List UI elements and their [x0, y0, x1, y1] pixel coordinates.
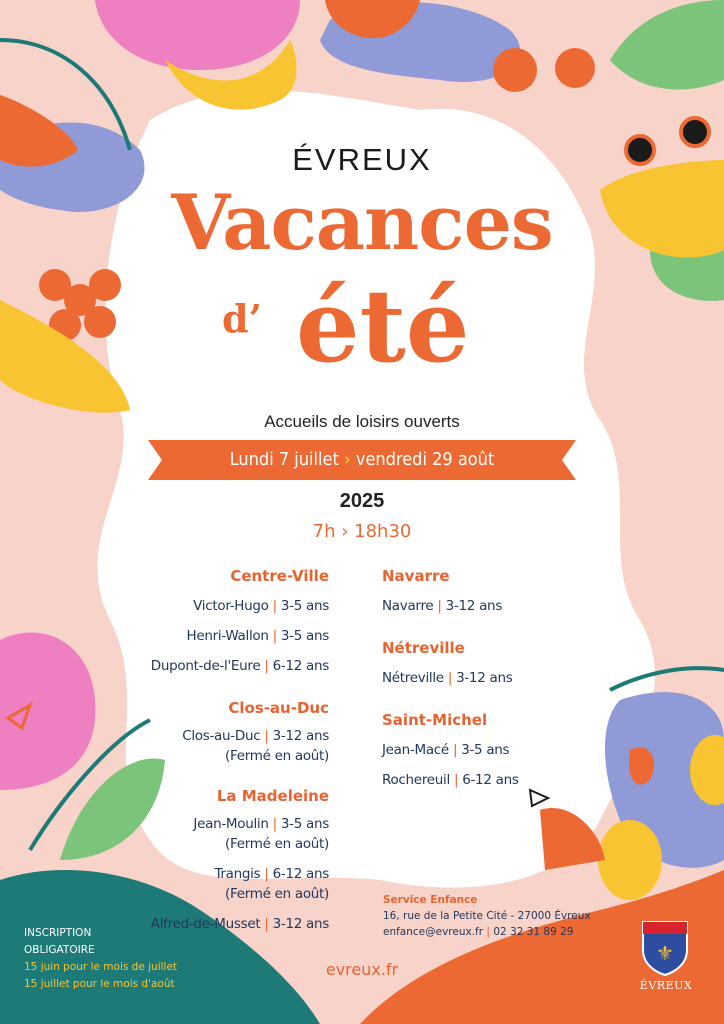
group-heading: Nétreville: [382, 639, 465, 657]
inscription-line2: OBLIGATOIRE: [24, 944, 95, 956]
service-phone[interactable]: 02 32 31 89 29: [493, 926, 574, 938]
list-item: Navarre | 3-12 ans: [382, 598, 503, 614]
cherry-1: [493, 48, 537, 92]
city-crest-icon: [641, 920, 689, 976]
cherry-2: [555, 48, 595, 88]
opening-hours: 7h › 18h30: [312, 521, 412, 542]
list-item-note: (Fermé en août): [225, 748, 329, 764]
inscription-line1: INSCRIPTION: [24, 927, 92, 939]
list-item: Alfred-de-Musset | 3-12 ans: [150, 916, 329, 932]
service-email[interactable]: enfance@evreux.fr: [383, 926, 484, 938]
pink-blob-top: [95, 0, 300, 70]
date-arrow: ›: [344, 449, 351, 470]
green-leaf-top-right: [610, 0, 724, 90]
year: 2025: [339, 490, 385, 512]
title-prefix: d’: [222, 296, 262, 341]
date-start: Lundi 7 juillet: [229, 449, 339, 470]
service-separator: |: [486, 926, 490, 938]
pineapple: [598, 820, 662, 900]
list-item: Dupont-de-l'Eure | 6-12 ans: [150, 658, 329, 674]
group-heading: Clos-au-Duc: [228, 699, 329, 717]
subtitle: Accueils de loisirs ouverts: [264, 412, 460, 431]
crest-label: ÉVREUX: [639, 979, 693, 992]
group-heading: Saint-Michel: [382, 711, 488, 729]
list-item: Jean-Moulin | 3-5 ans: [193, 816, 329, 832]
service-title: Service Enfance: [383, 894, 478, 906]
service-address: 16, rue de la Petite Cité - 27000 Évreux: [383, 910, 591, 922]
pink-blob-left: [0, 633, 95, 791]
city-name: ÉVREUX: [292, 142, 432, 177]
flower-petal-2: [89, 269, 121, 301]
list-item-note: (Fermé en août): [225, 886, 329, 902]
list-item: Trangis | 6-12 ans: [214, 866, 329, 882]
centers-left-column: [151, 566, 329, 934]
list-item: Rochereuil | 6-12 ans: [382, 772, 519, 788]
list-item: Jean-Macé | 3-5 ans: [382, 742, 510, 758]
group-heading: Navarre: [382, 567, 450, 585]
title-line1: Vacances: [171, 178, 553, 267]
title-word: été: [296, 267, 470, 385]
flower-petal-4: [84, 306, 116, 338]
group-heading: La Madeleine: [216, 787, 329, 805]
flower-petal-1: [39, 269, 71, 301]
list-item: Victor-Hugo | 3-5 ans: [193, 598, 329, 614]
inscription-info: [24, 925, 177, 993]
date-ribbon: [148, 440, 576, 480]
list-item: Henri-Wallon | 3-5 ans: [186, 628, 329, 644]
service-contact: [383, 892, 591, 940]
service-contact-line: [383, 924, 591, 940]
list-item-note: (Fermé en août): [225, 836, 329, 852]
centers-right-column: [382, 566, 519, 790]
date-end: vendredi 29 août: [355, 449, 495, 470]
website-link[interactable]: evreux.fr: [325, 960, 399, 979]
inscription-deadline-august: 15 juillet pour le mois d'août: [24, 978, 175, 990]
group-heading: Centre-Ville: [230, 567, 329, 585]
orange-blob-right: [629, 747, 654, 784]
svg-text:⚜: ⚜: [656, 941, 674, 965]
inscription-deadline-july: 15 juin pour le mois de juillet: [24, 961, 178, 973]
green-leaf-bottom-left: [60, 758, 165, 860]
list-item: Clos-au-Duc | 3-12 ans: [182, 728, 329, 744]
list-item: Nétreville | 3-12 ans: [382, 670, 513, 686]
ribbon-text: [148, 440, 576, 480]
